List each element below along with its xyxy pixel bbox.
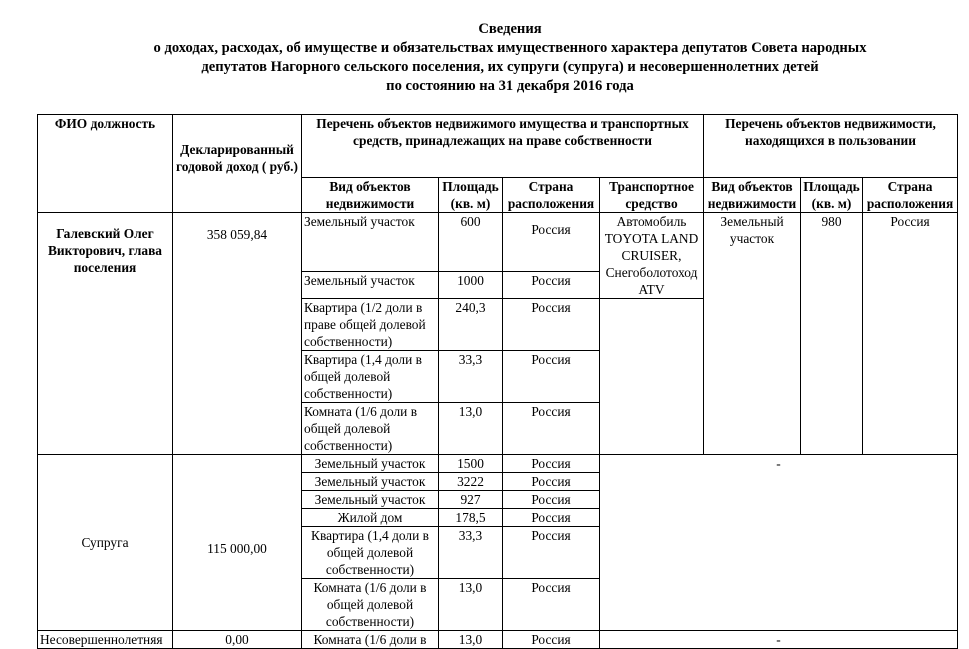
person-income: 358 059,84 [173, 213, 302, 455]
owned-type-cell: Комната (1/6 доли в общей долевой собственности) [302, 579, 439, 631]
owned-type-cell: Земельный участок [302, 272, 439, 299]
owned-type-cell: Квартира (1/2 доли в праве общей долевой собственности) [302, 299, 439, 351]
no-data-dash: - [600, 631, 958, 649]
owned-country-cell: Россия [503, 455, 600, 473]
owned-country-cell: Россия [503, 299, 600, 351]
owned-area-cell: 600 [439, 213, 503, 272]
header-owned-country: Страна расположения [503, 178, 600, 213]
header-vehicle: Транспортное средство [600, 178, 704, 213]
no-data-dash: - [600, 455, 958, 631]
header-fio: ФИО должность [38, 115, 173, 213]
vehicle-empty-cell [600, 299, 704, 455]
person-name: Несовершеннолетняя [38, 631, 173, 649]
owned-country-cell: Россия [503, 351, 600, 403]
person-name: Галевский Олег Викторович, глава поселения [38, 213, 173, 455]
owned-type-cell: Комната (1/6 доли в [302, 631, 439, 649]
header-income: Декларированный годовой доход ( руб.) [173, 115, 302, 213]
owned-area-cell: 927 [439, 491, 503, 509]
owned-area-cell: 240,3 [439, 299, 503, 351]
header-used: Перечень объектов недвижимости, находящихся в пользовании [704, 115, 958, 178]
owned-area-cell: 178,5 [439, 509, 503, 527]
owned-country-cell: Россия [503, 403, 600, 455]
title-line-2: о доходах, расходах, об имуществе и обязательствах имущественного характера депутатов Совета народных [153, 40, 867, 56]
header-used-type: Вид объектов недвижимости [704, 178, 801, 213]
owned-area-cell: 33,3 [439, 527, 503, 579]
owned-type-cell: Земельный участок [302, 491, 439, 509]
owned-area-cell: 33,3 [439, 351, 503, 403]
used-country-cell: Россия [863, 213, 958, 455]
header-used-country: Страна расположения [863, 178, 958, 213]
person-income: 115 000,00 [173, 455, 302, 631]
owned-country-cell: Россия [503, 527, 600, 579]
table-row [38, 631, 958, 649]
owned-country-cell: Россия [503, 509, 600, 527]
header-row [38, 115, 958, 178]
table-row [38, 213, 958, 272]
document-title [0, 20, 969, 96]
title-line-1: Сведения [478, 21, 542, 37]
title-line-3: депутатов Нагорного сельского поселения, их супруги (супруга) и несовершеннолетних детей [201, 59, 819, 75]
owned-area-cell: 1000 [439, 272, 503, 299]
owned-type-cell: Земельный участок [302, 473, 439, 491]
table-row [38, 455, 958, 473]
owned-country-cell: Россия [503, 491, 600, 509]
owned-country-cell: Россия [503, 473, 600, 491]
owned-area-cell: 13,0 [439, 579, 503, 631]
owned-type-cell: Земельный участок [302, 213, 439, 272]
owned-country-cell: Россия [503, 213, 600, 272]
owned-type-cell: Квартира (1,4 доли в общей долевой собственности) [302, 351, 439, 403]
owned-type-cell: Комната (1/6 доли в общей долевой собственности) [302, 403, 439, 455]
header-owned-area: Площадь (кв. м) [439, 178, 503, 213]
used-area-cell: 980 [801, 213, 863, 455]
owned-area-cell: 13,0 [439, 403, 503, 455]
owned-area-cell: 1500 [439, 455, 503, 473]
owned-country-cell: Россия [503, 631, 600, 649]
vehicle-cell: Автомобиль TOYOTA LAND CRUISER, Снегоболотоход ATV [600, 213, 704, 299]
person-name: Супруга [38, 455, 173, 631]
owned-type-cell: Жилой дом [302, 509, 439, 527]
used-type-cell: Земельный участок [704, 213, 801, 455]
owned-type-cell: Квартира (1,4 доли в общей долевой собственности) [302, 527, 439, 579]
header-owned: Перечень объектов недвижимого имущества и транспортных средств, принадлежащих на праве собственности [302, 115, 704, 178]
owned-country-cell: Россия [503, 579, 600, 631]
owned-type-cell: Земельный участок [302, 455, 439, 473]
header-owned-type: Вид объектов недвижимости [302, 178, 439, 213]
owned-country-cell: Россия [503, 272, 600, 299]
owned-area-cell: 13,0 [439, 631, 503, 649]
header-used-area: Площадь (кв. м) [801, 178, 863, 213]
person-income: 0,00 [173, 631, 302, 649]
owned-area-cell: 3222 [439, 473, 503, 491]
declaration-table [37, 114, 958, 649]
title-line-4: по состоянию на 31 декабря 2016 года [386, 78, 634, 94]
